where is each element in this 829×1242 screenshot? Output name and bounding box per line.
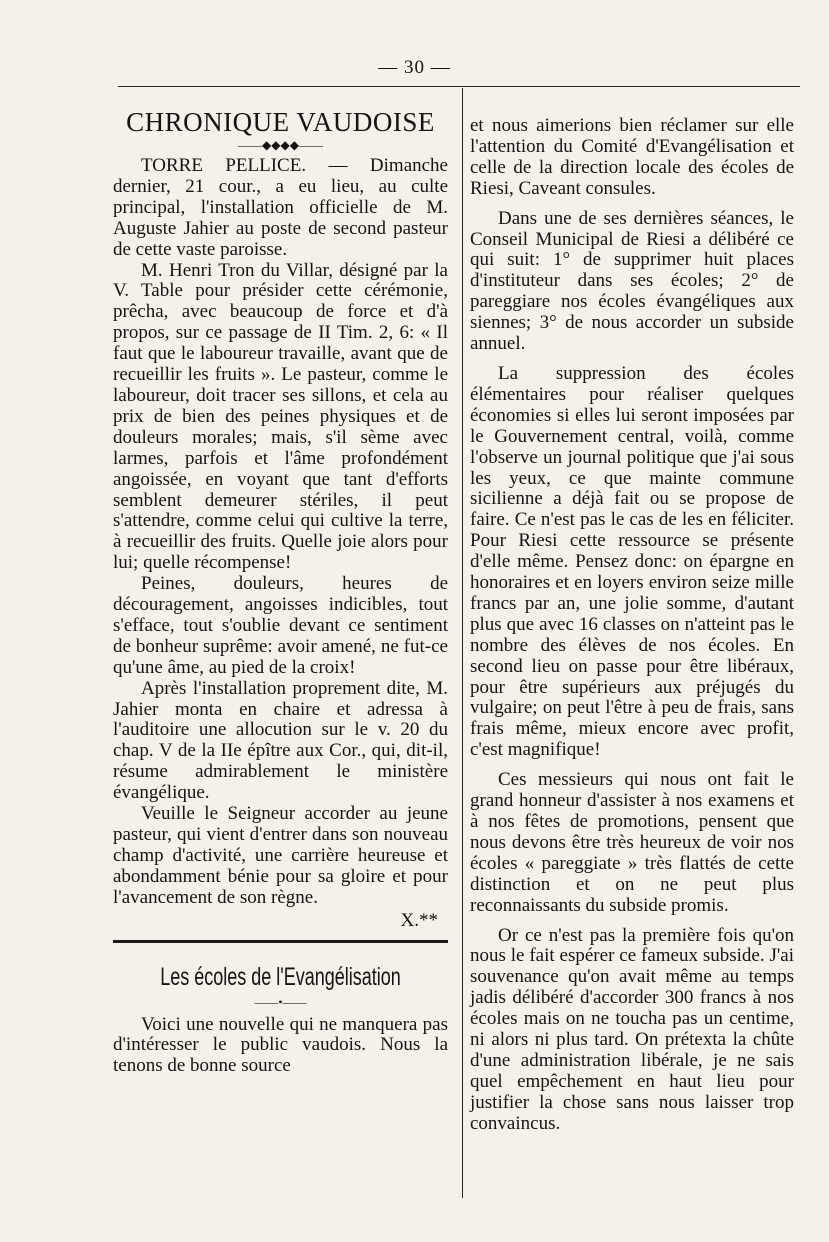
heading-ornament: ——◆◆◆◆—— (238, 138, 323, 152)
paragraph: La suppression des écoles élémentaires pour réaliser quelques économies si elles lui seront imposées par le Gouvernement central, voilà, comme l'observe un journal politique que j'ai sous les yeux, ce que mainte commune sicilienne a déjà fait ou se propose de faire. Ce n'est pas le cas de les en féliciter. Pour Riesi cette ressource se présente d'elle même. Pensez donc: on épargne en honoraires et en loyers environ seize mille francs par an, une jolie somme, d'autant plus que avec 16 classes on n'atteint pas le nombre des élèves de nos écoles. En second lieu on passe pour être libéraux, pour être supérieurs aux préjugés du vulgaire; on peut l'être à peu de frais, sans frais même, mieux encore avec profit, c'est magnifique! (470, 362, 794, 761)
heading-ornament: ——•—— (254, 994, 307, 1009)
paragraph: et nous aimerions bien réclamer sur elle l'attention du Comité d'Evangélisation et celle de la direction locale des écoles de Riesi, Caveant consules. (470, 115, 794, 199)
paragraph: TORRE PELLICE. — Dimanche dernier, 21 cour., a eu lieu, au culte principal, l'installation officielle de M. Auguste Jahier au poste de second pasteur de cette vaste paroisse. (113, 155, 448, 260)
paragraph: M. Henri Tron du Villar, désigné par la V. Table pour présider cette cérémonie, prêcha, avec beaucoup de force et d'à propos, sur ce passage de II Tim. 2, 6: « Il faut que le laboureur travaille, avant que de recueillir les fruits ». Le pasteur, comme le laboureur, doit tracer ses sillons, et cela au prix de bien des peines physiques et de douleurs morales; mais, s'il sème avec larmes, parfois et l'âme profondément angoissée, en voyant que tant d'efforts semblent demeurer stériles, il peut s'attendre, comme celui qui cultive la terre, à recueillir des fruits. Quelle joie alors pour lui; quelle récompense! (113, 259, 448, 574)
paragraph: Peines, douleurs, heures de découragement, angoisses indicibles, tout s'efface, tout s'oublie devant ce sentiment de bonheur suprême: avoir amené, ne fut-ce qu'une âme, au pied de la croix! (113, 573, 448, 678)
signature: X.** (400, 909, 438, 931)
paragraph: Voici une nouvelle qui ne manquera pas d'intéresser le public vaudois. Nous la tenons de bonne source (113, 1013, 448, 1077)
paragraph: Or ce n'est pas la première fois qu'on nous le fait espérer ce fameux subside. J'ai souvenance qu'on avait même au temps jadis délibéré d'accorder 300 francs à nos écoles mais on ne toucha pas un centime, ni alors ni plus tard. On prétexta la chûte d'une administration libérale, je ne sais quel empêchement en haut lieu pour justifier la chose sans nous laisser trop convaincus. (470, 924, 794, 1134)
paragraph: Veuille le Seigneur accorder au jeune pasteur, qui vient d'entrer dans son nouveau champ d'activité, une carrière heureuse et abondamment bénie pour sa gloire et pour l'avancement de son règne. (113, 803, 448, 908)
right-column (470, 116, 794, 1135)
section-heading-chronique: CHRONIQUE VAUDOISE (126, 107, 435, 137)
paragraph: Après l'installation proprement dite, M. Jahier monta en chaire et adressa à l'auditoire une allocution sur le v. 20 du chap. V de la IIe épître aux Cor., qui, dit-il, résume admirablement le ministère évangélique. (113, 677, 448, 804)
paragraph: Dans une de ses dernières séances, le Conseil Municipal de Riesi a délibéré ce qui suit: 1° de supprimer huit places d'instituteur dans ses écoles; 2° de pareggiare nos écoles évangéliques aux siennes; 3° de nous accorder un subside annuel. (470, 207, 794, 355)
column-divider (462, 88, 463, 1198)
left-column (113, 100, 448, 1077)
page-number: — 30 — (378, 57, 451, 78)
section-separator (113, 940, 448, 943)
header-rule (118, 86, 800, 87)
paragraph: Ces messieurs qui nous ont fait le grand honneur d'assister à nos examens et à nos fêtes de promotions, pensent que nous devons être très heureux de voir nos écoles « pareggiate » très flattés de cette distinction et on ne peut plus reconnaissants du subside promis. (470, 769, 794, 916)
section-heading-ecoles: Les écoles de l'Evangélisation (160, 962, 401, 991)
